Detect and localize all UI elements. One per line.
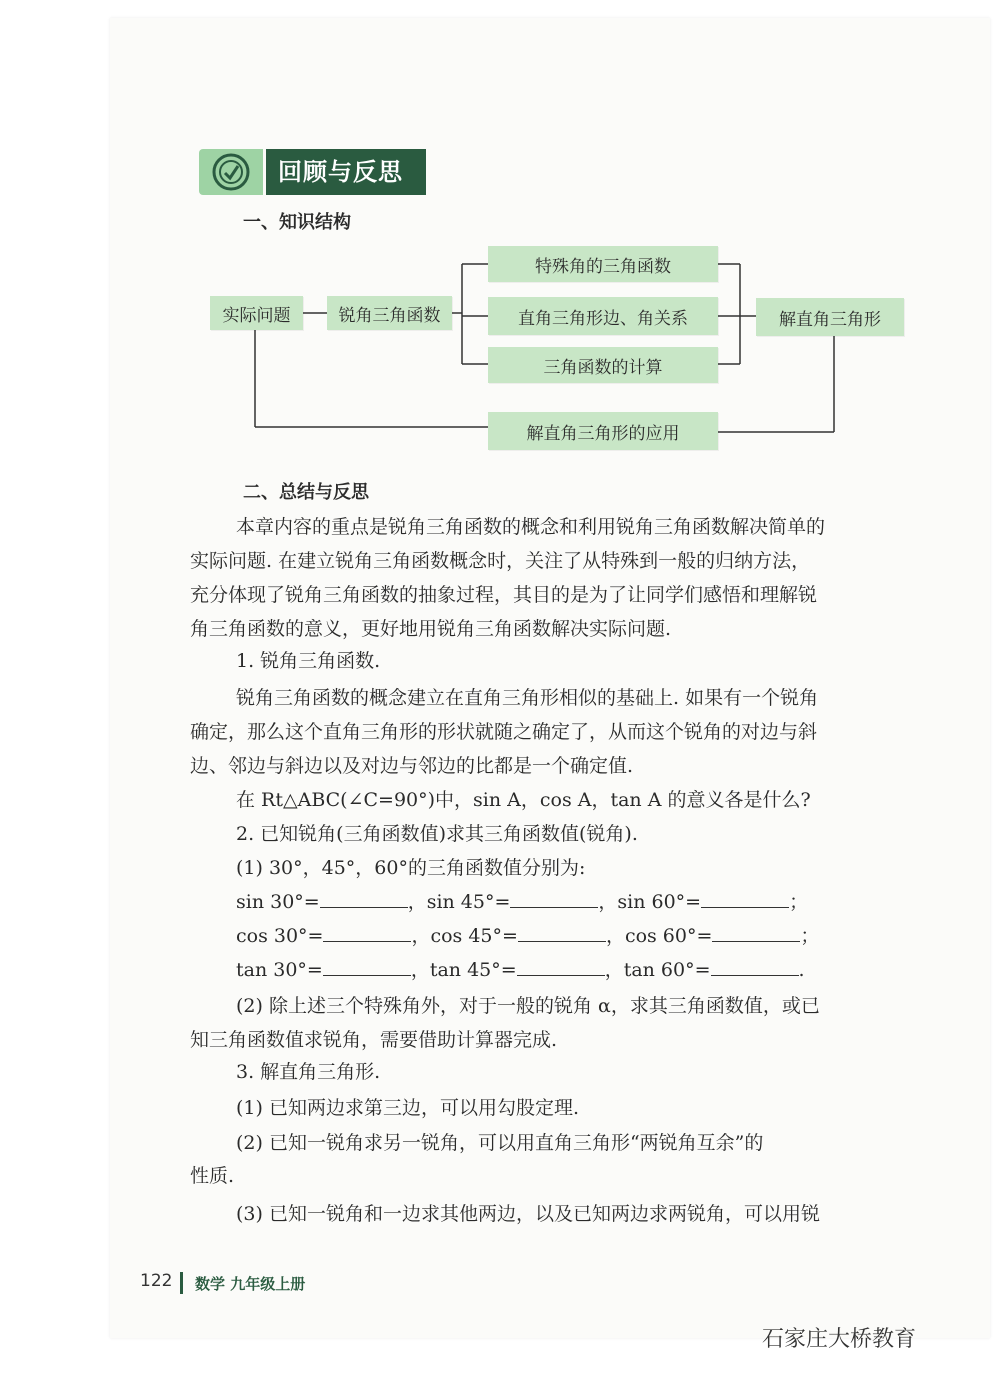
question-line: 在 Rt△ABC(∠C=90°)中，sin A，cos A，tan A 的意义各是什么? <box>236 789 811 811</box>
paragraph-line: 边、邻边与斜边以及对边与邻边的比都是一个确定值. <box>190 755 634 777</box>
answer-blank[interactable] <box>518 923 606 942</box>
answer-blank[interactable] <box>323 957 411 976</box>
paragraph-line: 实际问题. 在建立锐角三角函数概念时，关注了从特殊到一般的归纳方法， <box>190 550 811 572</box>
box-solve-right-triangle: 解直角三角形 <box>756 298 904 336</box>
structure-diagram-lines <box>0 0 1000 470</box>
box-special-angle-trig: 特殊角的三角函数 <box>488 246 718 282</box>
box-trig-calculation: 三角函数的计算 <box>488 347 718 383</box>
paragraph-line: 性质. <box>190 1165 235 1187</box>
page-number: 122 <box>140 1271 173 1291</box>
fill-in-cos-row: cos 30°= ，cos 45°= ，cos 60°= ； <box>236 925 820 947</box>
fill-in-sin-row: sin 30°= ，sin 45°= ，sin 60°= ； <box>236 891 809 913</box>
item-heading-1: 1. 锐角三角函数. <box>236 650 381 672</box>
answer-blank[interactable] <box>517 957 605 976</box>
answer-blank[interactable] <box>711 957 799 976</box>
answer-blank[interactable] <box>701 889 789 908</box>
item-heading-3: 3. 解直角三角形. <box>236 1061 381 1083</box>
section-knowledge-structure: 一、知识结构 <box>243 212 351 233</box>
chapter-review-title: 回顾与反思 <box>266 149 426 195</box>
answer-blank[interactable] <box>320 889 408 908</box>
item-heading-2: 2. 已知锐角(三角函数值)求其三角函数值(锐角). <box>236 823 638 845</box>
paragraph-line: 锐角三角函数的概念建立在直角三角形相似的基础上. 如果有一个锐角 <box>236 687 819 709</box>
paragraph-line: 角三角函数的意义，更好地用锐角三角函数解决实际问题. <box>190 618 672 640</box>
sub-item-line: (1) 已知两边求第三边，可以用勾股定理. <box>236 1097 579 1119</box>
sub-item-line: (2) 已知一锐角求另一锐角，可以用直角三角形“两锐角互余”的 <box>236 1132 764 1154</box>
footer-divider <box>180 1272 183 1294</box>
box-acute-trig-function: 锐角三角函数 <box>327 296 452 330</box>
paragraph-line: 确定，那么这个直角三角形的形状就随之确定了，从而这个锐角的对边与斜 <box>190 721 818 743</box>
box-practical-problem: 实际问题 <box>210 296 303 330</box>
paragraph-line: 知三角函数值求锐角，需要借助计算器完成. <box>190 1029 558 1051</box>
box-solve-application: 解直角三角形的应用 <box>488 412 718 450</box>
sub-item-line: (3) 已知一锐角和一边求其他两边，以及已知两边求两锐角，可以用锐 <box>236 1203 820 1225</box>
sub-item-line: (2) 除上述三个特殊角外，对于一般的锐角 α，求其三角函数值，或已 <box>236 995 820 1017</box>
section-summary-reflection: 二、总结与反思 <box>243 482 369 503</box>
box-right-triangle-relation: 直角三角形边、角关系 <box>488 297 718 335</box>
answer-blank[interactable] <box>510 889 598 908</box>
book-title: 数学 九年级上册 <box>195 1275 306 1293</box>
answer-blank[interactable] <box>712 923 800 942</box>
sub-item-line: (1) 30°，45°，60°的三角函数值分别为: <box>236 857 586 879</box>
fill-in-tan-row: tan 30°= ，tan 45°= ，tan 60°= . <box>236 959 805 981</box>
wechat-icon <box>752 1324 754 1326</box>
watermark-text: 石家庄大桥教育 <box>762 1327 917 1352</box>
paragraph-line: 本章内容的重点是锐角三角函数的概念和利用锐角三角函数解决简单的 <box>236 516 826 538</box>
paragraph-line: 充分体现了锐角三角函数的抽象过程，其目的是为了让同学们感悟和理解锐 <box>190 584 818 606</box>
answer-blank[interactable] <box>323 923 411 942</box>
